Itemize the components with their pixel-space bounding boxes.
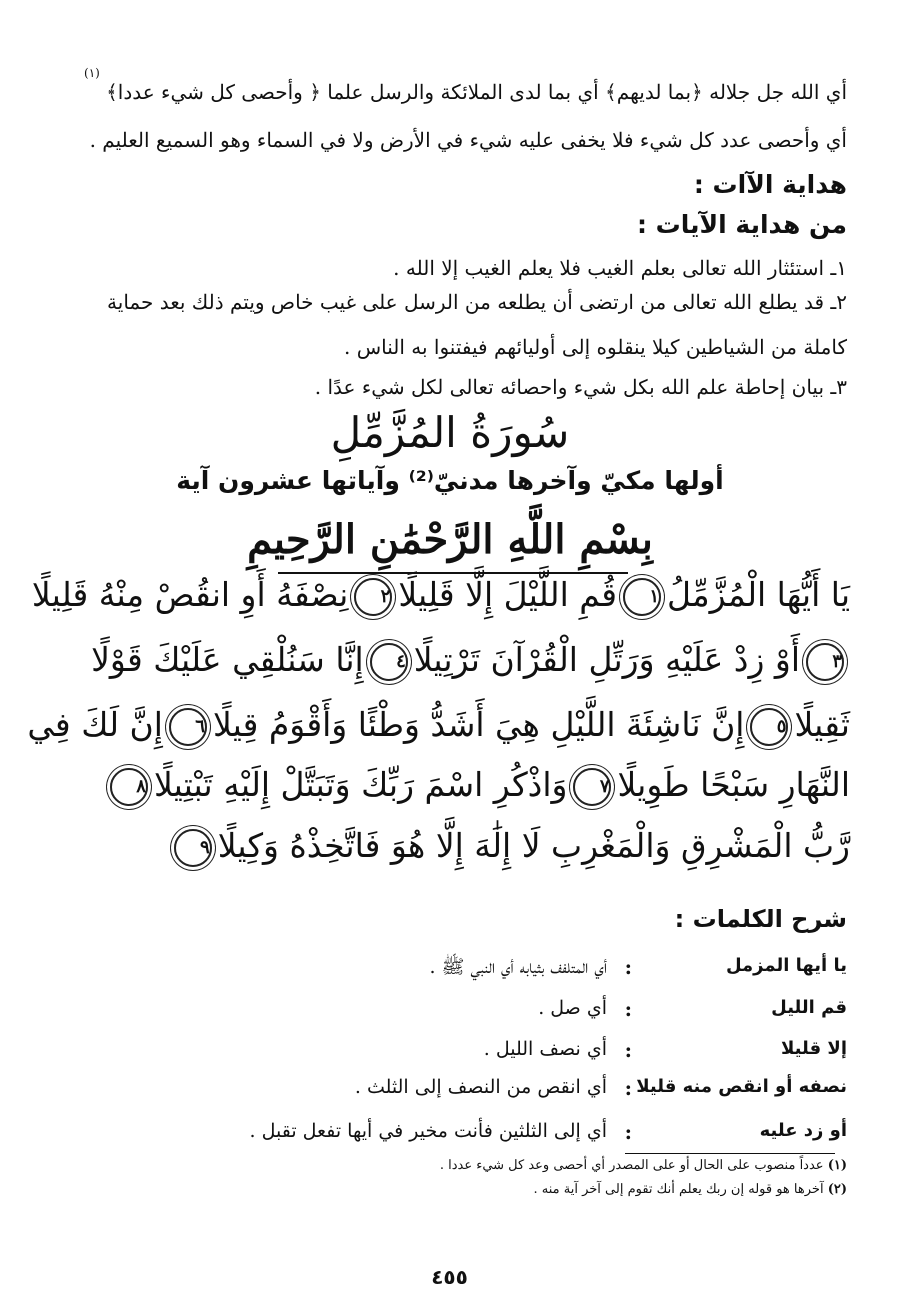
footnote-separator	[625, 1153, 835, 1154]
verse-line-1	[31, 575, 850, 616]
glossary-colon: :	[624, 955, 632, 979]
guidance-item-2: ٢ـ قد يطلع الله تعالى من ارتضى أن يطلعه من الرسل على غيب خاص ويتم ذلك بعد حماية	[107, 290, 847, 314]
ayah-number-marker: ٧	[573, 768, 611, 806]
ayah-number-marker: ١	[623, 578, 661, 616]
ayah-number-marker: ٩	[174, 829, 212, 867]
footnote-text: آخرها هو قوله إن ربك يعلم أنك تقوم إلى آخر آية منه .	[533, 1182, 824, 1197]
page-number: ٤٥٥	[431, 1265, 468, 1289]
footnote-2	[533, 1182, 847, 1197]
verse-text: نِصْفَهُ أَوِ انقُصْ مِنْهُ قَلِيلًا	[31, 575, 349, 614]
verse-text: قُمِ اللَّيْلَ إِلَّا قَلِيلًا	[398, 575, 617, 614]
glossary-definition: أي نصف الليل .	[483, 1038, 607, 1060]
glossary-term: أو زد عليه	[759, 1120, 847, 1141]
footnote-1	[440, 1158, 847, 1173]
glossary-definition: أي المتلفف بثيابه أي النبي ﷺ .	[429, 956, 607, 978]
guidance-item-2-cont: كاملة من الشياطين كيلا ينقلوه إلى أوليائهم فيفتنوا به الناس .	[344, 335, 847, 359]
glossary-heading: شرح الكلمات :	[674, 905, 847, 933]
verse-text: إِنَّ نَاشِئَةَ اللَّيْلِ هِيَ أَشَدُّ وَطْئًا وَأَقْوَمُ قِيلًا	[212, 705, 745, 744]
surah-title: سُورَةُ المُزَّمِّلِ	[330, 408, 570, 457]
verse-line-2	[91, 640, 850, 681]
verse-text: إِنَّ لَكَ فِي	[27, 705, 163, 744]
surah-subtitle: أولها مكيّ وآخرها مدنيّ⁽²⁾ وآياتها عشرون آية	[176, 466, 724, 495]
glossary-colon: :	[624, 1038, 632, 1062]
verse-line-3	[27, 705, 850, 746]
verse-text: النَّهَارِ سَبْحًا طَوِيلًا	[617, 765, 850, 804]
glossary-definition: أي انقص من النصف إلى الثلث .	[354, 1076, 607, 1098]
verse-line-4	[136, 765, 850, 806]
verse-line-5	[200, 826, 850, 867]
ayah-number-marker: ٢	[354, 578, 392, 616]
glossary-colon: :	[624, 1076, 632, 1100]
glossary-term: قم الليل	[771, 997, 847, 1018]
verse-text: رَّبُّ الْمَشْرِقِ وَالْمَغْرِبِ لَا إِلَٰهَ إِلَّا هُوَ فَاتَّخِذْهُ وَكِيلًا	[217, 826, 850, 865]
glossary-definition: أي إلى الثلثين فأنت مخير في أيها تفعل تقبل .	[249, 1120, 607, 1142]
intro-line-1: أي الله جل جلاله ﴿بما لديهم﴾ أي بما لدى الملائكة والرسل علما ﴿ وأحصى كل شيء عددا﴾	[106, 80, 847, 104]
verse-text: أَوْ زِدْ عَلَيْهِ وَرَتِّلِ الْقُرْآنَ تَرْتِيلًا	[413, 640, 800, 679]
ayah-number-marker: ٥	[750, 708, 788, 746]
glossary-colon: :	[624, 1120, 632, 1144]
verse-text: يَا أَيُّهَا الْمُزَّمِّلُ	[666, 575, 850, 614]
glossary-term: نصفه أو انقص منه قليلا	[636, 1076, 847, 1097]
glossary-row	[47, 1076, 847, 1112]
guidance-item-3: ٣ـ بيان إحاطة علم الله بكل شيء واحصائه تعالى لكل شيء عدًا .	[314, 375, 847, 399]
basmala: بِسْمِ اللَّهِ الرَّحْمَٰنِ الرَّحِيمِ	[247, 516, 653, 563]
ayah-number-marker: ٣	[806, 643, 844, 681]
glossary-term: إلا قليلا	[781, 1038, 847, 1059]
footnote-number: (٢)	[827, 1182, 847, 1197]
glossary-row	[47, 997, 847, 1033]
verse-text: وَاذْكُرِ اسْمَ رَبِّكَ وَتَبَتَّلْ إِلَيْهِ تَبْتِيلًا	[153, 765, 568, 804]
basmala-underline	[278, 572, 628, 574]
footnote-text: عدداً منصوب على الحال أو على المصدر أي أحصى وعد كل شيء عددا .	[439, 1158, 824, 1173]
glossary-row	[47, 955, 847, 991]
intro-line-2: أي وأحصى عدد كل شيء فلا يخفى عليه شيء في الأرض ولا في السماء وهو السميع العليم .	[89, 128, 847, 152]
glossary-term: يا أيها المزمل	[725, 955, 847, 976]
glossary-row	[47, 1038, 847, 1074]
glossary-colon: :	[624, 997, 632, 1021]
footnote-marker: (١)	[84, 66, 100, 80]
section-heading-verses-guidance: هداية الآات :	[693, 170, 847, 199]
glossary-row	[47, 1120, 847, 1156]
ayah-number-marker: ٨	[110, 768, 148, 806]
ayah-number-marker: ٦	[169, 708, 207, 746]
verse-text: ثَقِيلًا	[794, 705, 850, 744]
verse-text: إِنَّا سَنُلْقِي عَلَيْكَ قَوْلًا	[91, 640, 364, 679]
guidance-item-1: ١ـ استئثار الله تعالى بعلم الغيب فلا يعلم الغيب إلا الله .	[393, 256, 847, 280]
section-heading-guidance: من هداية الآيات :	[636, 210, 847, 239]
ayah-number-marker: ٤	[370, 643, 408, 681]
footnote-number: (١)	[827, 1158, 847, 1173]
glossary-definition: أي صل .	[538, 997, 607, 1019]
